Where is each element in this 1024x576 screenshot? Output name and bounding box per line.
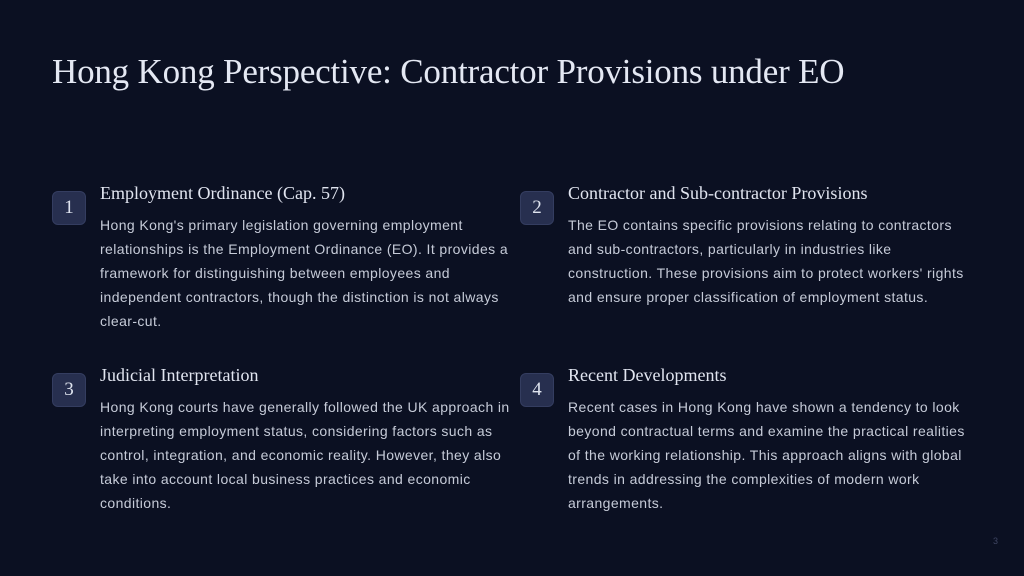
card-title: Recent Developments: [568, 365, 727, 385]
card-number-badge: 4: [520, 373, 554, 407]
card-body: Hong Kong's primary legislation governing employment relationships is the Employment Ordinance (EO). It provides a framework for distinguishing between employees and independent contractors, though the distinction is not always clear-cut.: [100, 217, 509, 329]
card-number-badge: 3: [52, 373, 86, 407]
card-number-badge: 1: [52, 191, 86, 225]
card-body: Hong Kong courts have generally followed the UK approach in interpreting employment status, considering factors such as control, integration, and economic reality. However, they also take into account local business practices and economic conditions.: [100, 399, 510, 511]
card-title: Judicial Interpretation: [100, 365, 259, 385]
card-title: Employment Ordinance (Cap. 57): [100, 183, 345, 203]
card-body: Recent cases in Hong Kong have shown a tendency to look beyond contractual terms and examine the practical realities of the working relationship. This approach aligns with global trends in addressing the complexities of modern work arrangements.: [568, 399, 965, 511]
card-body: The EO contains specific provisions relating to contractors and sub-contractors, particularly in industries like construction. These provisions aim to protect workers' rights and ensure proper classification of employment status.: [568, 217, 964, 305]
card-title: Contractor and Sub-contractor Provisions: [568, 183, 868, 203]
page-number: 3: [992, 536, 998, 546]
card-number-badge: 2: [520, 191, 554, 225]
slide-title: Hong Kong Perspective: Contractor Provisions under EO: [52, 52, 845, 91]
